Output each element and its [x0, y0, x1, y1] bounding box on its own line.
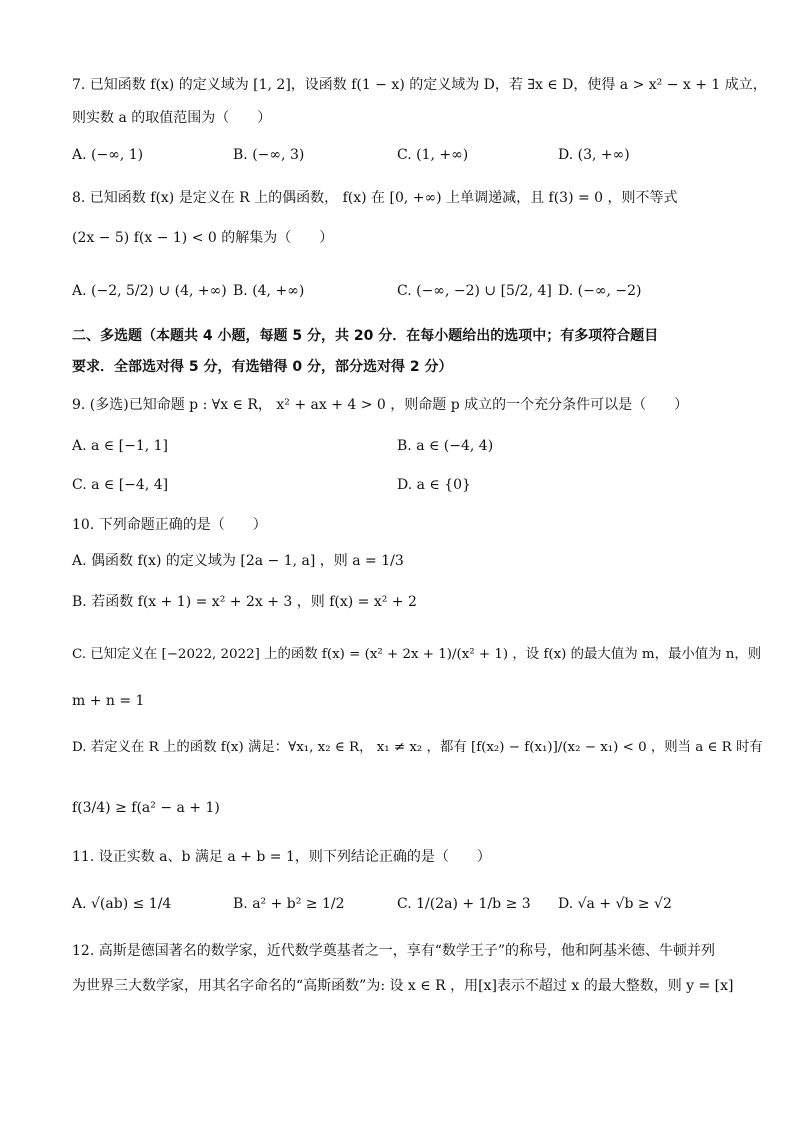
- q7-stem-line1: 7. 已知函数 f(x) 的定义域为 [1, 2]，设函数 f(1 − x) 的定义域为 D，若 ∃x ∈ D，使得 a > x² − x + 1 成立，: [72, 77, 767, 93]
- q12-stem-line1: 12. 高斯是德国著名的数学家，近代数学奠基者之一，享有“数学王子”的称号，他和阿基米德、牛顿并列: [72, 943, 716, 959]
- section2-heading-line1: 二、多选题（本题共 4 小题，每题 5 分，共 20 分．在每小题给出的选项中；有多项符合题目: [72, 328, 659, 344]
- q9-option-b: B. a ∈ (−4, 4): [397, 438, 494, 454]
- q8-option-a: A. (−2, 5/2) ∪ (4, +∞): [72, 283, 227, 299]
- q10-option-b: B. 若函数 f(x + 1) = x² + 2x + 3 ，则 f(x) = x² + 2: [72, 594, 417, 610]
- q7-option-d: D. (3, +∞): [558, 147, 630, 163]
- q7-option-b: B. (−∞, 3): [233, 147, 305, 163]
- q11-option-b: B. a² + b² ≥ 1/2: [233, 896, 345, 912]
- q11-option-d: D. √a + √b ≥ √2: [558, 896, 672, 912]
- q12-stem-line2: 为世界三大数学家，用其名字命名的“高斯函数”为: 设 x ∈ R ，用[x]表示不超过 x 的最大整数，则 y = [x]: [72, 978, 734, 994]
- q8-option-d: D. (−∞, −2): [558, 283, 642, 299]
- q10-option-c-line2: m + n = 1: [72, 693, 145, 709]
- q10-stem: 10. 下列命题正确的是（ ）: [72, 517, 267, 533]
- q8-stem-line2: (2x − 5) f(x − 1) < 0 的解集为（ ）: [72, 230, 334, 246]
- q10-option-d-line2: f(3/4) ≥ f(a² − a + 1): [72, 800, 220, 816]
- q7-option-a: A. (−∞, 1): [72, 147, 144, 163]
- q8-option-c: C. (−∞, −2) ∪ [5/2, 4]: [397, 283, 552, 299]
- q9-stem: 9. (多选)已知命题 p : ∀x ∈ R， x² + ax + 4 > 0 ，则命题 p 成立的一个充分条件可以是（ ）: [72, 397, 689, 413]
- q8-stem-line1: 8. 已知函数 f(x) 是定义在 R 上的偶函数， f(x) 在 [0, +∞) 上单调递减，且 f(3) = 0 ，则不等式: [72, 190, 678, 206]
- q8-option-b: B. (4, +∞): [233, 283, 305, 299]
- q10-option-c-line1: C. 已知定义在 [−2022, 2022] 上的函数 f(x) = (x² + 2x + 1)/(x² + 1) ，设 f(x) 的最大值为 m，最小值为 n，则: [72, 647, 762, 662]
- section2-heading-line2: 要求．全部选对得 5 分，有选错得 0 分，部分选对得 2 分）: [72, 359, 453, 375]
- q9-option-a: A. a ∈ [−1, 1]: [72, 438, 168, 454]
- q7-stem-line2: 则实数 a 的取值范围为（ ）: [72, 110, 272, 126]
- q10-option-d-line1: D. 若定义在 R 上的函数 f(x) 满足：∀x₁, x₂ ∈ R， x₁ ≠ x₂ ，都有 [f(x₂) − f(x₁)]/(x₂ − x₁) < 0 ，则当 a ∈ R 时有: [72, 740, 763, 755]
- q11-option-a: A. √(ab) ≤ 1/4: [72, 896, 172, 912]
- q11-option-c: C. 1/(2a) + 1/b ≥ 3: [397, 896, 531, 912]
- q11-stem: 11. 设正实数 a、b 满足 a + b = 1，则下列结论正确的是（ ）: [72, 849, 491, 865]
- q9-option-d: D. a ∈ {0}: [397, 477, 471, 493]
- q9-option-c: C. a ∈ [−4, 4]: [72, 477, 169, 493]
- q10-option-a: A. 偶函数 f(x) 的定义域为 [2a − 1, a] ，则 a = 1/3: [72, 553, 404, 569]
- q7-option-c: C. (1, +∞): [397, 147, 469, 163]
